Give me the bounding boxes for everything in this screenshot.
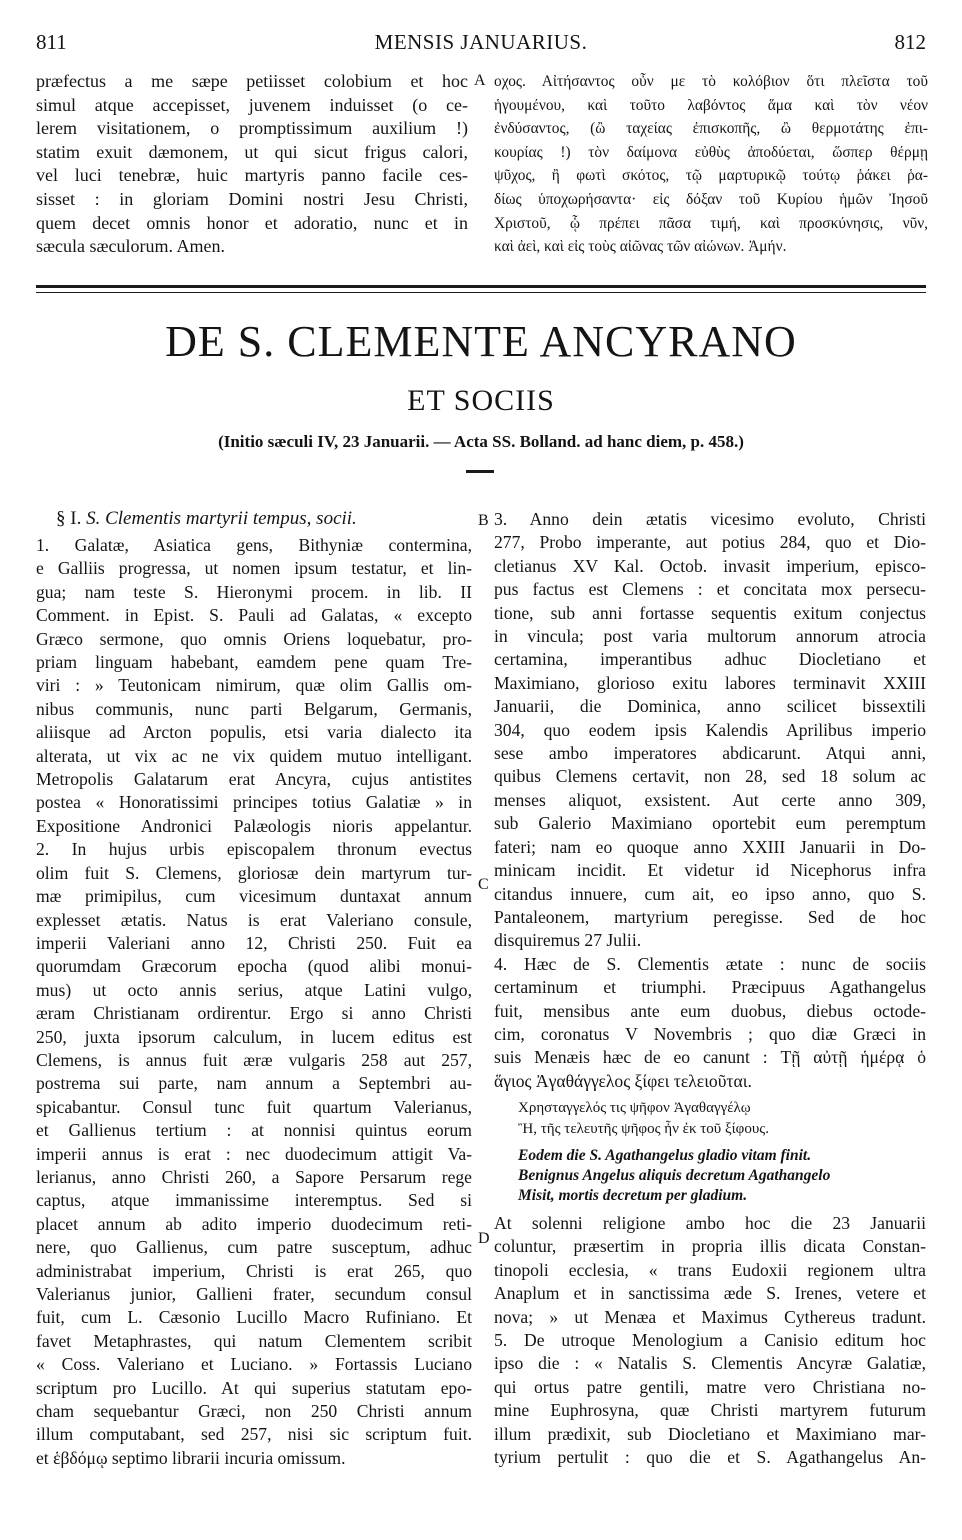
greek-text-line: καὶ ἀεὶ, καὶ εἰς τοὺς αἰῶνας τῶν αἰώνων. Ἀμήν. — [494, 238, 787, 256]
body-text-line: aliisque ad Arcton populis, etsi varia dialecto ita — [36, 722, 472, 743]
body-text-line: 4. Hæc de S. Clementis ætate : nunc de sociis — [494, 953, 926, 974]
title-dash — [466, 470, 494, 473]
body-text-line: placet annum ab adito imperio duodecimum reti- — [36, 1213, 472, 1234]
latin-text-line: sisset : in gloriam Domini nostri Jesu Christi, — [36, 188, 468, 209]
body-text-line: tinopoli ecclesia, « trans Eudoxii regionem ultra — [494, 1259, 926, 1280]
body-text-line: ἅγιος Ἀγαθάγγελος ξίφει τελειοῦται. — [494, 1070, 752, 1091]
latin-text-line: simul atque accepisset, juvenem induisset (o ce- — [36, 94, 468, 115]
body-text-line: 3. Anno dein ætatis vicesimo evoluto, Christi — [494, 509, 926, 529]
body-text-line: imperii Valeriani anno 12, Christi 250. Fuit ea — [36, 932, 472, 953]
article-title: DE S. CLEMENTE ANCYRANO — [165, 317, 797, 366]
body-text-line: mine Euphrosyna, quæ Christi martyrem futurum — [494, 1400, 926, 1421]
body-text-line: qui ortus patre gentili, matre vero Christiana no- — [494, 1376, 926, 1397]
body-text-line: cletianus XV Kal. Octob. invasit imperium, episco- — [494, 555, 926, 576]
body-text-line: 1. Galatæ, Asiatica gens, Bithyniæ contermina, — [36, 535, 472, 555]
body-text-line: viri : » Teutonicam nimirum, quæ olim Gallis om- — [36, 675, 472, 696]
left-page-number: 811 — [36, 30, 67, 54]
body-text-line: captus, atque immanissime interemptus. Sed si — [36, 1190, 472, 1211]
body-text-line: minicam incidit. Et videtur id Nicephorus infra — [494, 860, 926, 881]
body-text-line: Græco sermone, quo omnis Oriens loquebatur, pro- — [36, 628, 472, 649]
body-text-line: explesset ætatis. Natus is erat Valeriano consule, — [36, 909, 472, 930]
greek-verse-line: Ἢ, τῆς τελευτῆς ψῆφος ἦν ἐκ τοῦ ξίφους. — [518, 1121, 769, 1137]
latin-verse-line: Benignus Angelus aliquis decretum Agathangelo — [518, 1167, 831, 1184]
latin-text-line: quem decet omnis honor et adoratio, nunc et in — [36, 212, 468, 233]
margin-letter-c: C — [478, 876, 489, 893]
running-header — [36, 30, 926, 60]
body-text-line: favet Metaphrastes, qui natum Clementem scribit — [36, 1330, 472, 1351]
body-text-line: gua; nam teste S. Hieronymi procem. in lib. II — [36, 581, 472, 602]
article-subtitle: ET SOCIIS — [407, 384, 555, 417]
body-text-line: Pantaleonem, martyrium peregisse. Sed de hoc — [494, 906, 926, 927]
body-text-line: quorumdam Græcorum epocha (quod alibi monui- — [36, 956, 472, 977]
body-text-line: pus factus est Clemens : et concitata mox persecu- — [494, 579, 926, 600]
body-text-line: priam linguam habebant, eamdem pene quam Tre- — [36, 652, 472, 673]
left-body-column — [36, 534, 472, 1470]
body-text-line: Januarii, die Dominica, anno scilicet bissextili — [494, 696, 926, 717]
body-text-line: tione, sub anni fortasse sequentis exitum conjectus — [494, 602, 926, 623]
section-heading — [56, 508, 476, 530]
body-text-line: et ἑβδόμῳ septimo librarii incuria omissum. — [36, 1447, 346, 1468]
section-mark: § I. — [56, 508, 82, 529]
body-text-line: tyrium pertulit : quo die et S. Agathangelus An- — [494, 1447, 926, 1468]
body-text-line: Metropolis Galatarum erat Ancyra, cujus antistites — [36, 769, 472, 790]
body-text-line: 250, juxta ipsorum calculum, in lucem editus est — [36, 1026, 472, 1047]
latin-verse-line: Misit, mortis decretum per gladium. — [518, 1187, 748, 1204]
body-text-line: 277, Probo imperante, aut potius 284, quo et Dio- — [494, 532, 926, 553]
body-text-line: cim, coronatus V Novembris ; quo diæ Græci in — [494, 1023, 926, 1044]
body-text-line: At solenni religione ambo hoc die 23 Januarii — [494, 1213, 926, 1233]
body-text-line: citandus innuere, cum ait, eo ipso anno, quo S. — [494, 883, 926, 904]
body-text-line: 304, quo eodem ipsis Kalendis Aprilibus imperio — [494, 719, 926, 740]
body-text-line: Expositione Andronici Palæologis nioris appelantur. — [36, 815, 472, 836]
body-text-line: æram Christianam ordirentur. Ergo si anno Christi — [36, 1003, 472, 1024]
body-text-line: spicabantur. Consul tunc fuit quartum Valerianus, — [36, 1096, 472, 1117]
body-text-line: mus) ut octo annis serius, atque Latini vulgo, — [36, 979, 472, 1000]
body-text-line: coluntur, præsertim in propria illis dicata Constan- — [494, 1236, 926, 1257]
body-text-line: e Galliis progressa, ut nomen ipsum testatur, et lin- — [36, 558, 472, 579]
body-text-line: scriptum pro Lucillo. At qui superius statutam epo- — [36, 1377, 472, 1398]
body-text-line: ipso die : « Natalis S. Clementis Ancyræ Galatiæ, — [494, 1353, 926, 1374]
body-text-line: et Gallienus tertium : at nonnisi quintus eorum — [36, 1120, 472, 1141]
greek-text-line: ψῦχος, ἢ φωτὶ σκότος, τῷ μαρτυρικῷ τούτῳ ῥάκει ῥα- — [494, 167, 928, 185]
body-text-line: Maximiano, glorioso exitu labores terminavit XXIII — [494, 672, 926, 693]
latin-text-line: præfectus a me sæpe petiisset colobium et hoc — [36, 71, 468, 91]
body-text-line: Clemens, is annus fuit æræ vulgaris 258 aut 257, — [36, 1049, 472, 1070]
body-text-line: suis Menæis hæc de eo canunt : Τῇ αὐτῇ ἡμέρᾳ ὁ — [494, 1047, 926, 1068]
greek-text-line: δίως ὑποχωρήσαντα· εἰς δόξαν τοῦ Κυρίου ἡμῶν Ἰησοῦ — [494, 190, 928, 208]
body-text-line: fateri; nam eo quoque anno XXIII Januarii in Do- — [494, 836, 926, 857]
body-text-line: sese ambo imperatores abdicarunt. Atqui anni, — [494, 743, 926, 764]
latin-text-line: lerem visitationem, o promptissimum auxilium !) — [36, 118, 468, 139]
greek-verse — [518, 1098, 918, 1140]
body-text-line: nova; » ut Menæa et Maximus Cythereus tradunt. — [494, 1306, 926, 1327]
section-heading-text: S. Clementis martyrii tempus, socii. — [86, 508, 357, 529]
margin-letter-b: B — [478, 512, 489, 529]
greek-verse-line: Χρησταγγελός τις ψῆφον Ἀγαθαγγέλῳ — [518, 1100, 751, 1116]
body-text-line: olim fuit S. Clemens, gloriosæ dein martyrum tur- — [36, 862, 472, 883]
body-text-line: in vincula; post varia multorum annorum atrocia — [494, 626, 926, 647]
greek-text-line: ἐνδύσαντος, (ὢ ταχείας ἐπισκοπῆς, ὢ θερμοτάτης ἐπι- — [494, 120, 928, 138]
body-text-line: nere, quo Gallienus, cum patre susceptum, adhuc — [36, 1237, 472, 1258]
margin-letter-d: D — [478, 1230, 490, 1247]
separator-rule-thin — [36, 292, 926, 293]
body-text-line: illum prædixit, sub Diocletiano et Maximiano mar- — [494, 1423, 926, 1444]
body-text-line: administrabat imperium, Christi is erat 265, quo — [36, 1260, 472, 1281]
body-text-line: Comment. in Epist. S. Pauli ad Galatas, « excepto — [36, 605, 472, 626]
body-text-line: menses aliquot, exsistent. Aut certe anno 309, — [494, 789, 926, 810]
latin-verse-translation — [518, 1146, 918, 1206]
body-text-line: certaminum et triumphi. Præcipuus Agathangelus — [494, 977, 926, 998]
body-text-line: postrema sui parte, nam annum a Septembri au- — [36, 1073, 472, 1094]
right-page-number: 812 — [894, 30, 926, 54]
separator-rule-thick — [36, 285, 926, 288]
body-text-line: fuit, mensibus ante eum duobus, diebus octode- — [494, 1000, 926, 1021]
latin-verse-line: Eodem die S. Agathangelus gladio vitam finit. — [518, 1147, 812, 1164]
body-text-line: postea « Honoratissimi principes totius Galatiæ » in — [36, 792, 472, 813]
body-text-line: fuit, cum L. Cæsonio Lucillo Macro Rufiniano. Et — [36, 1307, 472, 1328]
latin-text-line: sæcula sæculorum. Amen. — [36, 236, 225, 257]
margin-letter-a: A — [474, 72, 486, 89]
body-text-line: 2. In hujus urbis episcopalem thronum evectus — [36, 839, 472, 860]
body-text-line: disquiremus 27 Julii. — [494, 930, 642, 951]
latin-text-line: vel luci tenebræ, huic martyris panno facile ces- — [36, 165, 468, 186]
greek-text-line: κουρίας !) τὸν δαίμονα εὐθὺς ἀποδύεται, ὥσπερ θέρμῃ — [494, 143, 928, 161]
body-text-line: Valerianus junior, Gallieni frater, secundum consul — [36, 1284, 472, 1304]
latin-text-line: statim exuit dæmonem, ut qui sicut frigus calori, — [36, 141, 468, 162]
body-text-line: quibus Clemens certavit, non 28, sed 18 solum ac — [494, 766, 926, 787]
body-text-line: 5. De utroque Menologium a Canisio editum hoc — [494, 1330, 926, 1351]
greek-text-line: οχος. Αἰτήσαντος οὖν με τὸ κολόβιον ὅτι πλεῖστα τοῦ — [494, 73, 928, 90]
body-text-line: cham sequebantur Græci, non 250 Christi annum — [36, 1401, 472, 1422]
greek-top-column — [494, 70, 928, 259]
body-text-line: Anaplum et in sanctissima æde S. Irenes, vetere et — [494, 1283, 926, 1304]
body-text-line: certamina, imperantibus adhuc Diocletiano et — [494, 649, 926, 670]
body-text-line: alterata, ut vix ac ne vix quidem mutuo intelligant. — [36, 745, 472, 766]
latin-top-column — [36, 70, 468, 259]
body-text-line: « Coss. Valeriano et Luciano. » Fortassis Luciano — [36, 1354, 472, 1375]
body-text-line: illum computabant, sed 257, nisi sic scriptum fuit. — [36, 1424, 472, 1445]
right-body-column-continued — [494, 1212, 926, 1469]
greek-text-line: ἡγουμένου, καὶ τοῦτο λαβόντος ἅμα καὶ τὸν νέον — [494, 96, 928, 114]
right-body-column — [494, 508, 926, 1093]
greek-text-line: Χριστοῦ, ᾧ πρέπει πᾶσα τιμή, καὶ προσκύνησις, νῦν, — [494, 214, 928, 232]
body-text-line: nibus communis, nunc parti Belgarum, Germanis, — [36, 698, 472, 719]
source-citation: (Initio sæculi IV, 23 Januarii. — Acta SS. Bolland. ad hanc diem, p. 458.) — [218, 432, 744, 451]
running-title: MENSIS JANUARIUS. — [374, 30, 588, 54]
body-text-line: imperii annus is erat : nec duodecimum attigit Va- — [36, 1143, 472, 1164]
body-text-line: sub Galerio Maximiano oportebit eum peremptum — [494, 813, 926, 834]
body-text-line: mæ primipilus, cum vicesimum duntaxat annum — [36, 886, 472, 907]
body-text-line: lerianus, anno Christi 260, a Sapore Persarum rege — [36, 1166, 472, 1187]
